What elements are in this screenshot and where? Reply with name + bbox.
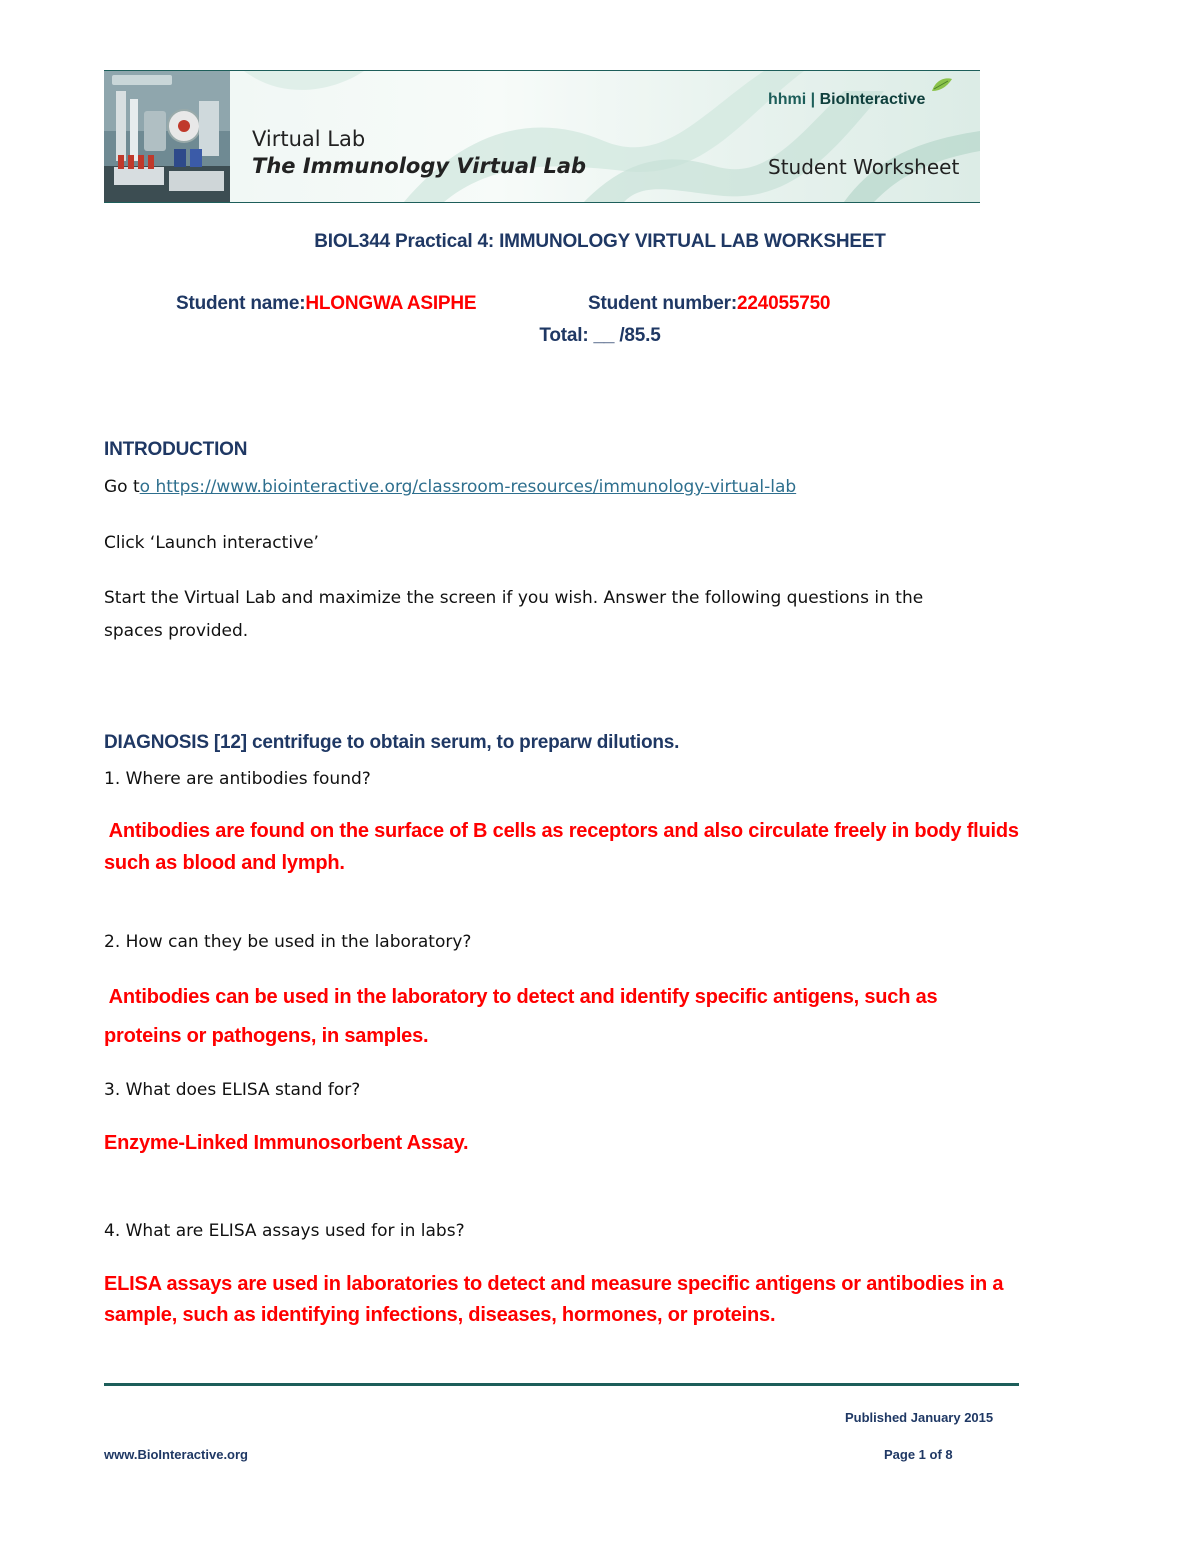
student-name-line [176, 293, 476, 315]
total-score: Total: __ /85.5 [539, 325, 661, 346]
lab-bench-photo [104, 71, 230, 202]
footer-divider [104, 1383, 1019, 1386]
banner-line-lab-title: The Immunology Virtual Lab [252, 154, 587, 178]
diagnosis-heading: DIAGNOSIS [12] centrifuge to obtain serum, to preparw dilutions. [104, 732, 680, 753]
start-instruction-line-1: Start the Virtual Lab and maximize the screen if you wish. Answer the following questions in the [104, 588, 924, 608]
biointeractive-logo-text: BioInteractive [819, 91, 926, 108]
answer-4-line-2: sample, such as identifying infections, diseases, hormones, or proteins. [104, 1304, 776, 1326]
question-3: 3. What does ELISA stand for? [104, 1080, 361, 1100]
leaf-icon [930, 75, 954, 95]
page-number: Page 1 of 8 [884, 1447, 953, 1462]
start-instruction-line-2: spaces provided. [104, 621, 249, 641]
hhmi-logo: hhmi | BioInteractive [768, 91, 926, 108]
goto-line [104, 477, 796, 497]
answer-2-line-2: proteins or pathogens, in samples. [104, 1025, 429, 1047]
student-worksheet-label: Student Worksheet [768, 155, 960, 179]
header-banner [104, 70, 980, 203]
answer-1-line-1: Antibodies are found on the surface of B cells as receptors and also circulate freely in body fluids [104, 820, 1019, 842]
student-name-label: Student name: [176, 293, 306, 314]
virtual-lab-link[interactable]: o https://www.biointeractive.org/classroom-resources/immunology-virtual-lab [139, 477, 797, 497]
question-1: 1. Where are antibodies found? [104, 769, 371, 789]
student-number-value: 224055750 [737, 293, 831, 314]
hhmi-logo-text: hhmi [768, 91, 807, 108]
student-name-value: HLONGWA ASIPHE [305, 293, 477, 314]
published-date: Published January 2015 [845, 1410, 994, 1425]
answer-4-line-1: ELISA assays are used in laboratories to detect and measure specific antigens or antibodies in a [104, 1273, 1004, 1295]
banner-line-virtual-lab: Virtual Lab [252, 127, 366, 151]
answer-2-line-1: Antibodies can be used in the laboratory to detect and identify specific antigens, such as [104, 986, 938, 1008]
answer-1-line-2: such as blood and lymph. [104, 852, 345, 874]
student-number-line [588, 293, 830, 315]
click-launch-instruction: Click ‘Launch interactive’ [104, 533, 319, 553]
question-4: 4. What are ELISA assays used for in labs? [104, 1221, 465, 1241]
introduction-heading: INTRODUCTION [104, 439, 248, 460]
footer-site-link[interactable]: www.BioInteractive.org [104, 1447, 248, 1462]
question-2: 2. How can they be used in the laboratory? [104, 932, 472, 952]
worksheet-title: BIOL344 Practical 4: IMMUNOLOGY VIRTUAL LAB WORKSHEET [314, 231, 886, 252]
answer-3: Enzyme-Linked Immunosorbent Assay. [104, 1132, 469, 1154]
student-number-label: Student number: [588, 293, 737, 314]
goto-prefix: Go t [104, 477, 140, 497]
